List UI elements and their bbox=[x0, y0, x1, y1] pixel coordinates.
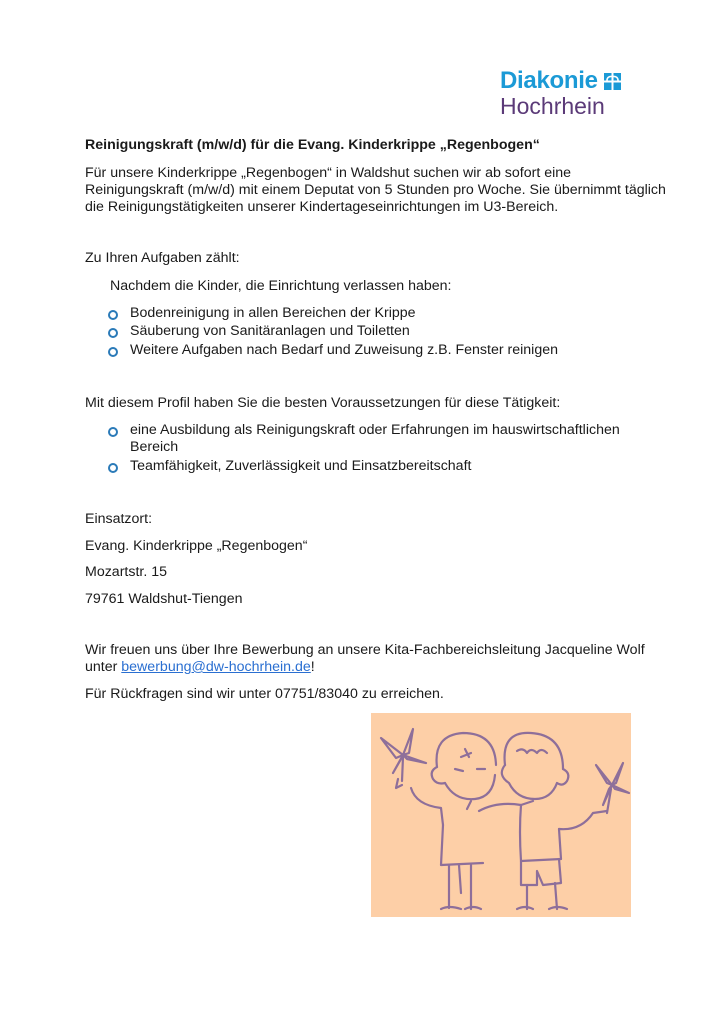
location-label: Einsatzort: bbox=[85, 511, 153, 527]
pinwheel-left-icon bbox=[381, 729, 426, 788]
pinwheel-right-icon bbox=[596, 763, 629, 813]
tasks-heading: Zu Ihren Aufgaben zählt: bbox=[85, 250, 240, 266]
contact-email-line: unter bewerbung@dw-hochrhein.de! bbox=[85, 659, 315, 675]
location-name: Evang. Kinderkrippe „Regenbogen“ bbox=[85, 538, 308, 554]
circle-bullet-icon bbox=[108, 347, 118, 357]
diakonie-cross-icon bbox=[604, 73, 621, 90]
logo-region: Hochrhein bbox=[500, 93, 605, 119]
diakonie-logo bbox=[500, 68, 640, 119]
profile-heading: Mit diesem Profil haben Sie die besten Voraussetzungen für diese Tätigkeit: bbox=[85, 395, 561, 411]
list-item: Säuberung von Sanitäranlagen und Toiletten bbox=[108, 323, 410, 340]
circle-bullet-icon bbox=[108, 328, 118, 338]
children-illustration bbox=[371, 713, 631, 917]
list-item: Bodenreinigung in allen Bereichen der Krippe bbox=[108, 305, 416, 322]
circle-bullet-icon bbox=[108, 427, 118, 437]
contact-line: Wir freuen uns über Ihre Bewerbung an unsere Kita-Fachbereichsleitung Jacqueline Wolf bbox=[85, 642, 645, 658]
page-title: Reinigungskraft (m/w/d) für die Evang. Kinderkrippe „Regenbogen“ bbox=[85, 137, 540, 153]
email-link[interactable]: bewerbung@dw-hochrhein.de bbox=[121, 659, 311, 675]
location-street: Mozartstr. 15 bbox=[85, 564, 168, 580]
intro-line-1: Für unsere Kinderkrippe „Regenbogen“ in Waldshut suchen wir ab sofort eine bbox=[85, 165, 572, 181]
circle-bullet-icon bbox=[108, 463, 118, 473]
location-city: 79761 Waldshut-Tiengen bbox=[85, 591, 243, 607]
tasks-subheading: Nachdem die Kinder, die Einrichtung verlassen haben: bbox=[110, 278, 452, 294]
list-item: eine Ausbildung als Reinigungskraft oder Erfahrungen im hauswirtschaftlichen Bereich bbox=[108, 422, 620, 456]
list-item: Weitere Aufgaben nach Bedarf und Zuweisung z.B. Fenster reinigen bbox=[108, 342, 558, 359]
phone-line: Für Rückfragen sind wir unter 07751/83040 zu erreichen. bbox=[85, 686, 444, 702]
child-right bbox=[479, 733, 607, 909]
intro-line-3: die Reinigungstätigkeiten unserer Kindertageseinrichtungen im U3-Bereich. bbox=[85, 199, 559, 215]
circle-bullet-icon bbox=[108, 310, 118, 320]
child-left bbox=[411, 733, 496, 909]
intro-line-2: Reinigungskraft (m/w/d) mit einem Deputat von 5 Stunden pro Woche. Sie übernimmt täglich bbox=[85, 182, 666, 198]
list-item: Teamfähigkeit, Zuverlässigkeit und Einsatzbereitschaft bbox=[108, 458, 471, 475]
logo-brand: Diakonie bbox=[500, 67, 598, 94]
